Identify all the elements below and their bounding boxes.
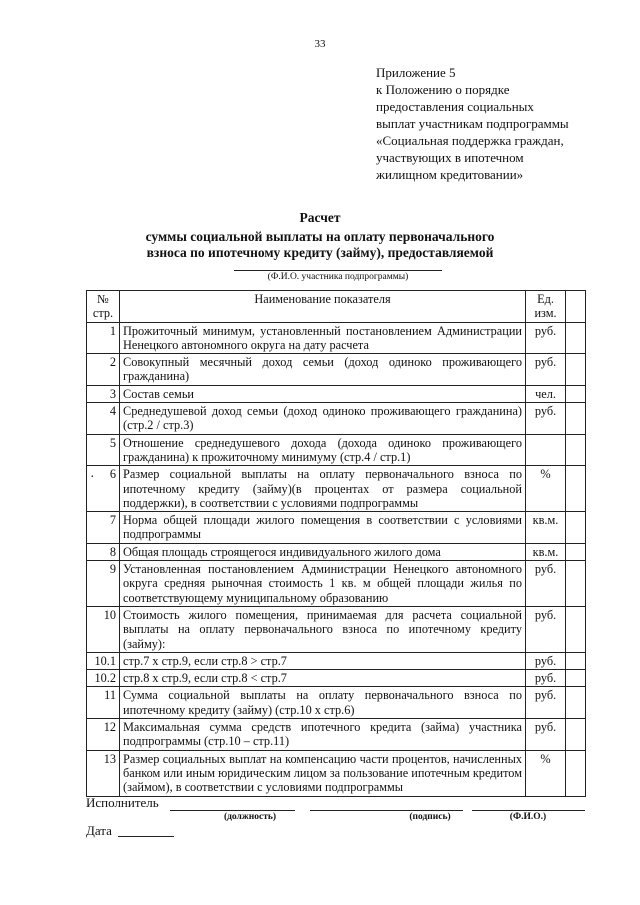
date-label — [86, 823, 112, 839]
position-line — [170, 810, 295, 811]
row-unit: % — [526, 466, 566, 512]
row-number: 10 — [87, 606, 120, 652]
document-title: Расчет — [299, 210, 341, 225]
row-value — [566, 512, 586, 544]
position-caption: (должность) — [223, 812, 277, 822]
row-indicator-name: Сумма социальной выплаты на оплату первоначального взноса по ипотечному кредиту (займу) (стр.10 х стр.6) — [120, 687, 526, 719]
row-unit — [526, 434, 566, 466]
row-number: 11 — [87, 687, 120, 719]
row-indicator-name: Установленная постановлением Администрации Ненецкого автономного округа средняя рыночная стоимость 1 кв. м общей площади жилья по соответствующему муниципальному образованию — [120, 561, 526, 607]
table-row — [87, 561, 586, 607]
row-indicator-name: Среднедушевой доход семьи (доход одиноко проживающего гражданина) (стр.2 / стр.3) — [120, 403, 526, 435]
document-title-line2: суммы социальной выплаты на оплату первоначального — [145, 229, 495, 244]
row-number: 8 — [87, 543, 120, 560]
table-row — [87, 466, 586, 512]
row-number: 12 — [87, 719, 120, 751]
row-indicator-name: Состав семьи — [120, 385, 526, 402]
row-value — [566, 561, 586, 607]
table-row — [87, 434, 586, 466]
fio-line — [472, 810, 585, 811]
table-row — [87, 354, 586, 386]
fio-caption: (Ф.И.О.) — [509, 812, 547, 822]
row-number: 4 — [87, 403, 120, 435]
row-value — [566, 434, 586, 466]
date-label-text: Дата — [86, 823, 112, 838]
row-indicator-name: стр.7 х стр.9, если стр.8 > стр.7 — [120, 652, 526, 669]
header-name: Наименование показателя — [120, 291, 526, 323]
table-row — [87, 687, 586, 719]
participant-caption: (Ф.И.О. участника подпрограммы) — [267, 272, 409, 282]
row-value — [566, 687, 586, 719]
row-unit: руб. — [526, 354, 566, 386]
row-indicator-name: Прожиточный минимум, установленный постановлением Администрации Ненецкого автономного округа на дату расчета — [120, 322, 526, 354]
appendix-line: жилищном кредитовании» — [376, 167, 524, 182]
row-number: 10.1 — [87, 652, 120, 669]
table-row — [87, 670, 586, 687]
row-unit: руб. — [526, 322, 566, 354]
row-value — [566, 606, 586, 652]
row-value — [566, 543, 586, 560]
row-value — [566, 670, 586, 687]
row-indicator-name: Общая площадь строящегося индивидуального жилого дома — [120, 543, 526, 560]
row-indicator-name: Отношение среднедушевого дохода (дохода одиноко проживающего гражданина) к прожиточному минимуму (стр.4 / стр.1) — [120, 434, 526, 466]
participant-name-line — [234, 270, 442, 271]
table-row — [87, 385, 586, 402]
appendix-line: выплат участникам подпрограммы — [376, 116, 569, 131]
table-row — [87, 750, 586, 796]
table-row — [87, 543, 586, 560]
row-unit: руб. — [526, 561, 566, 607]
row-value — [566, 385, 586, 402]
row-value — [566, 322, 586, 354]
row-number: 6 — [87, 466, 120, 512]
row-indicator-name: Размер социальной выплаты на оплату первоначального взноса по ипотечному кредиту (займу)(в процентах от размера социальной поддержки), в соответствии с условиями подпрограммы — [120, 466, 526, 512]
row-number: 2 — [87, 354, 120, 386]
row-number: 10.2 — [87, 670, 120, 687]
header-value — [566, 291, 586, 323]
row-indicator-name: Норма общей площади жилого помещения в соответствии с условиями подпрограммы — [120, 512, 526, 544]
row-indicator-name: Размер социальных выплат на компенсацию части процентов, начисленных банком или иным юридическим лицом за пользование ипотечным кредитом (займом), в соответствии с условиями подпрограммы — [120, 750, 526, 796]
row-unit: руб. — [526, 670, 566, 687]
header-unit: Ед. изм. — [526, 291, 566, 323]
table-row — [87, 719, 586, 751]
row-indicator-name: стр.8 х стр.9, если стр.8 < стр.7 — [120, 670, 526, 687]
row-unit: руб. — [526, 403, 566, 435]
table-row — [87, 652, 586, 669]
appendix-header — [376, 64, 569, 183]
row-value — [566, 750, 586, 796]
row-value — [566, 354, 586, 386]
row-number: 1 — [87, 322, 120, 354]
row-value — [566, 403, 586, 435]
appendix-line: к Положению о порядке — [376, 82, 510, 97]
row-value — [566, 466, 586, 512]
row-number: 7 — [87, 512, 120, 544]
row-value — [566, 652, 586, 669]
row-unit: кв.м. — [526, 543, 566, 560]
row-number: 13 — [87, 750, 120, 796]
row-indicator-name: Стоимость жилого помещения, принимаемая для расчета социальной выплаты на оплату первоначального взноса по ипотечному кредиту (займу): — [120, 606, 526, 652]
table-row — [87, 606, 586, 652]
calculation-table — [86, 290, 586, 797]
appendix-line: Приложение 5 — [376, 65, 456, 80]
table-header-row — [87, 291, 586, 323]
signature-line — [310, 810, 463, 811]
table-row — [87, 512, 586, 544]
margin-mark: · — [90, 470, 95, 485]
appendix-line: участвующих в ипотечном — [376, 150, 524, 165]
document-title-line3: взноса по ипотечному кредиту (займу), предоставляемой — [146, 245, 494, 260]
row-unit: руб. — [526, 687, 566, 719]
row-number: 9 — [87, 561, 120, 607]
row-indicator-name: Максимальная сумма средств ипотечного кредита (займа) участника подпрограммы (стр.10 – стр.11) — [120, 719, 526, 751]
row-number: 3 — [87, 385, 120, 402]
row-unit: руб. — [526, 606, 566, 652]
signature-caption: (подпись) — [409, 812, 451, 822]
row-indicator-name: Совокупный месячный доход семьи (доход одиноко проживающего гражданина) — [120, 354, 526, 386]
page-number: 33 — [314, 38, 326, 50]
row-unit: % — [526, 750, 566, 796]
header-num: № стр. — [87, 291, 120, 323]
table-row — [87, 322, 586, 354]
table-row — [87, 403, 586, 435]
appendix-line: «Социальная поддержка граждан, — [376, 133, 564, 148]
executor-label: Исполнитель — [86, 795, 159, 810]
row-number: 5 — [87, 434, 120, 466]
row-value — [566, 719, 586, 751]
row-unit: чел. — [526, 385, 566, 402]
row-unit: руб. — [526, 652, 566, 669]
row-unit: руб. — [526, 719, 566, 751]
appendix-line: предоставления социальных — [376, 99, 534, 114]
date-line — [118, 836, 174, 837]
row-unit: кв.м. — [526, 512, 566, 544]
